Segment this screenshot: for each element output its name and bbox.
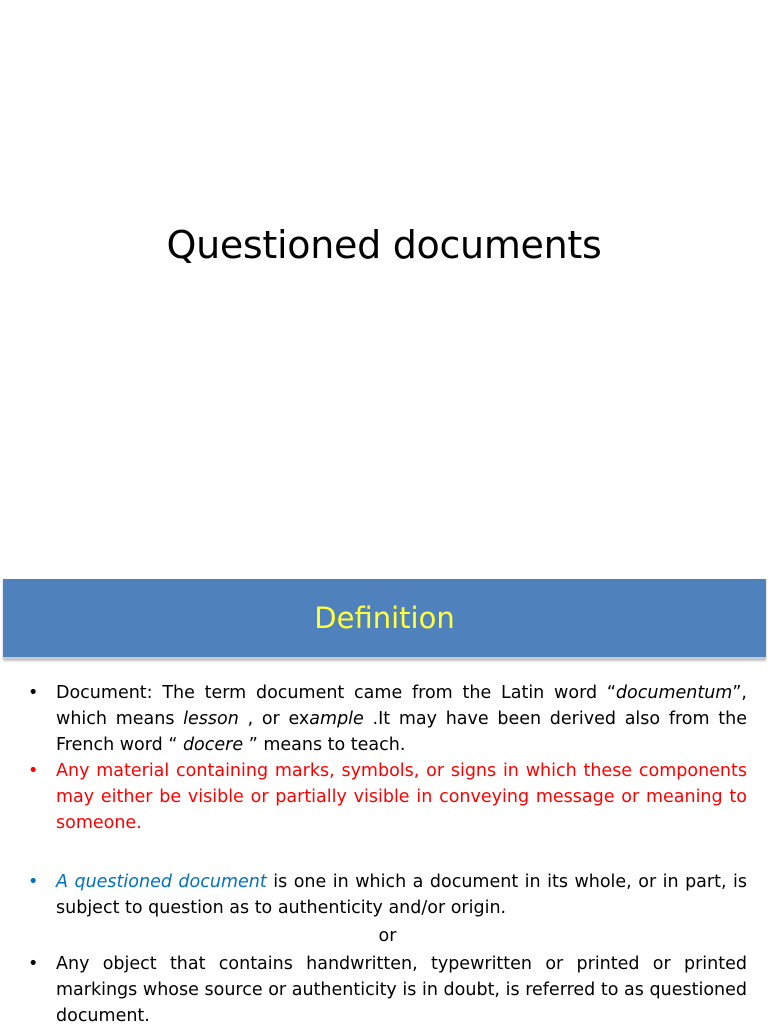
definition-heading: Definition bbox=[314, 601, 455, 635]
bullet-text: .It may have been derived also from the French word “ bbox=[56, 709, 747, 755]
french-word: docere bbox=[182, 735, 244, 755]
bullet-text: Any object that contains handwritten, typewritten or printed or printed markings whose source or authenticity is in doubt, is referred to as questioned document. bbox=[56, 954, 747, 1026]
spacer bbox=[28, 836, 747, 869]
italic-word: lesson bbox=[183, 709, 239, 729]
bullet-questioned-document bbox=[28, 869, 747, 921]
bullet-icon: • bbox=[28, 872, 39, 892]
bullet-text: , or ex bbox=[238, 709, 310, 729]
bullet-text: ”, which means bbox=[56, 683, 747, 729]
bullet-document bbox=[28, 680, 747, 758]
slide-title: Questioned documents bbox=[166, 223, 602, 267]
bullet-text: Any material containing marks, symbols, or signs in which these components may either be visible or partially visible in conveying message or meaning to someone. bbox=[56, 761, 747, 833]
bullet-text: is one in which a document in its whole, or in part, is subject to question as to authenticity and/or origin. bbox=[56, 872, 747, 918]
bullet-any-object bbox=[28, 951, 747, 1029]
italic-word: ample bbox=[309, 709, 364, 729]
bullet-text: Document: The term document came from the Latin word “ bbox=[56, 683, 616, 703]
bullet-icon: • bbox=[28, 683, 39, 703]
latin-word: documentum bbox=[615, 683, 733, 703]
or-separator: or bbox=[378, 926, 397, 946]
bullet-text: ” means to teach. bbox=[243, 735, 406, 755]
bullet-any-material bbox=[28, 758, 747, 836]
bullet-icon: • bbox=[28, 954, 39, 974]
bullet-icon: • bbox=[28, 761, 39, 781]
definition-banner bbox=[3, 579, 766, 659]
term-highlight: A questioned document bbox=[56, 872, 267, 892]
definition-slide bbox=[0, 576, 768, 1024]
definition-content bbox=[28, 680, 747, 1029]
